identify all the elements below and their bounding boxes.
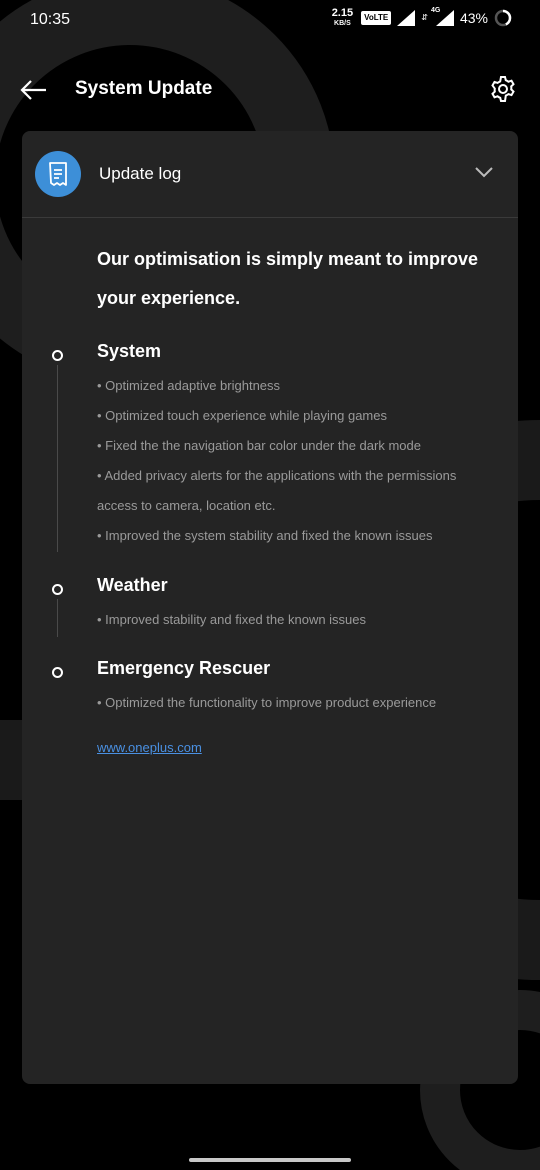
section-items — [97, 605, 492, 635]
network-speed-value: 2.15 — [331, 7, 354, 19]
timeline-line — [57, 599, 58, 637]
update-log-card — [22, 131, 518, 1084]
network-speed-unit: KB/S — [334, 20, 351, 27]
section-title: System — [97, 341, 162, 361]
settings-button[interactable] — [488, 74, 518, 104]
timeline-line — [57, 365, 58, 552]
timeline-dot — [52, 667, 63, 678]
update-log-icon-circle — [35, 151, 81, 197]
list-item: • Optimized the functionality to improve product experience — [97, 695, 437, 710]
network-speed — [332, 8, 353, 27]
status-icons — [332, 8, 512, 27]
app-bar — [0, 64, 540, 116]
list-item: • Added privacy alerts for the applications with the permissions access to camera, location etc. — [97, 468, 457, 513]
timeline-dot — [52, 350, 63, 361]
list-item: • Optimized adaptive brightness — [97, 378, 281, 393]
battery-ring-icon — [494, 9, 512, 27]
update-headline: Our optimisation is simply meant to improve your experience. — [97, 249, 479, 308]
section-title: Weather — [97, 575, 168, 595]
page-title: System Update — [75, 78, 213, 99]
section-items — [97, 688, 492, 718]
timeline-dot — [52, 584, 63, 595]
signal-icon — [397, 10, 415, 26]
status-bar — [0, 0, 540, 40]
list-item: • Optimized touch experience while playing games — [97, 408, 387, 423]
list-item: • Fixed the the navigation bar color under the dark mode — [97, 438, 421, 453]
list-item: • Improved stability and fixed the known issues — [97, 612, 367, 627]
update-log-label: Update log — [99, 164, 182, 183]
document-icon — [48, 162, 68, 186]
battery-percent: 43% — [459, 9, 488, 26]
network-type-label: 4G — [430, 6, 441, 14]
update-log-header[interactable] — [22, 131, 518, 218]
network-type-group — [430, 6, 454, 26]
gear-icon — [488, 74, 518, 104]
section-title: Emergency Rescuer — [97, 658, 271, 678]
status-time: 10:35 — [30, 11, 71, 28]
list-item: • Improved the system stability and fixed the known issues — [97, 528, 433, 543]
arrow-left-icon — [18, 75, 48, 105]
data-arrows-icon: ⇵ — [421, 12, 428, 22]
chevron-down-icon[interactable] — [474, 165, 494, 179]
section-items — [97, 371, 492, 551]
oneplus-website-link[interactable]: www.oneplus.com — [97, 740, 202, 755]
volte-badge: VoLTE — [361, 11, 391, 25]
back-button[interactable] — [18, 75, 52, 105]
home-indicator[interactable] — [189, 1158, 351, 1162]
